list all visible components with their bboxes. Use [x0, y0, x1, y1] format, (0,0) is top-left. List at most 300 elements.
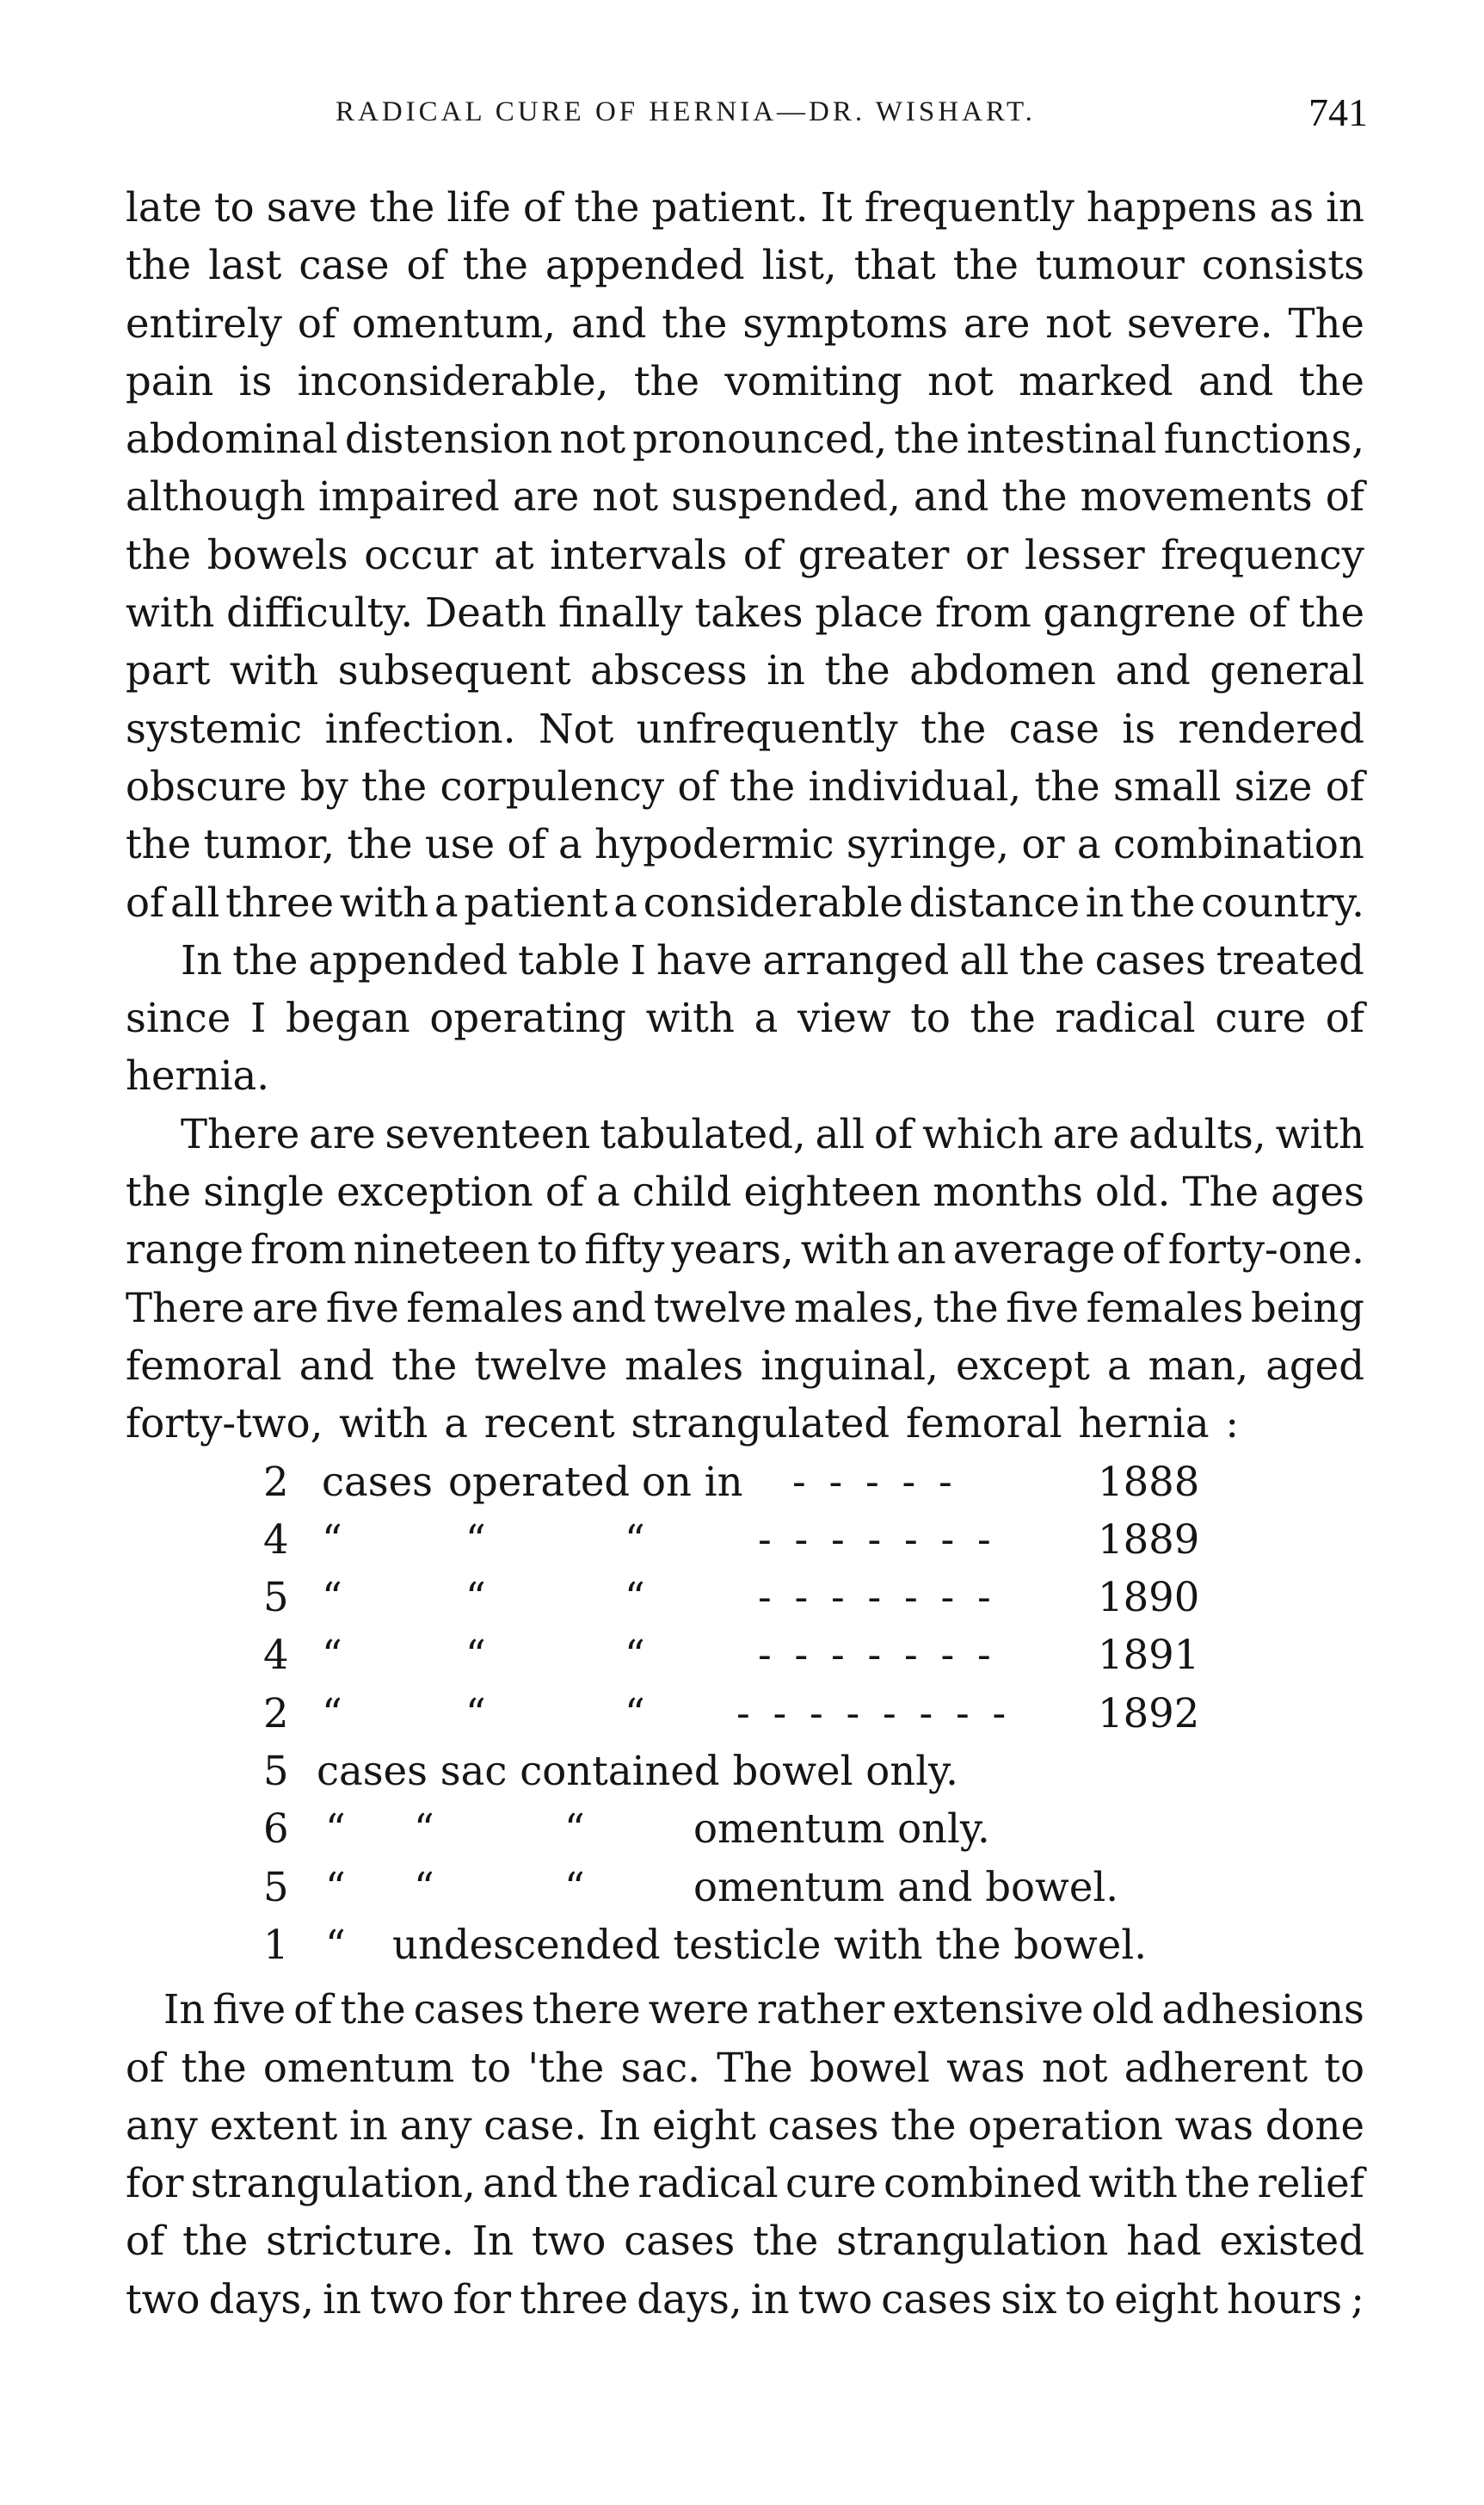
paragraph: [126, 179, 1364, 932]
word: greater: [797, 531, 950, 578]
word: at: [494, 531, 534, 578]
word: strangulation: [836, 2218, 1109, 2265]
leader-dashes: - - - - - - -: [758, 1632, 996, 1679]
ditto-mark: “: [465, 1689, 486, 1737]
text-line: forty-two, with a recent strangulated femoral hernia :: [126, 1400, 1240, 1447]
text-line: [126, 1337, 1364, 1395]
word: functions,: [1163, 416, 1364, 463]
word: to: [1324, 2044, 1364, 2091]
word: unfrequently: [636, 705, 898, 752]
word: the: [633, 357, 699, 404]
word: were: [648, 1986, 749, 2033]
word: two: [126, 2275, 200, 2323]
word: of: [1122, 1226, 1161, 1274]
case-count: 4: [263, 1515, 289, 1563]
word: had: [1126, 2218, 1202, 2265]
word: to: [537, 1226, 578, 1274]
case-count: 4: [263, 1632, 289, 1679]
word: have: [656, 936, 753, 984]
word: In: [598, 2101, 641, 2149]
word: the: [182, 2218, 249, 2265]
word: are: [309, 1110, 376, 1157]
word: subsequent: [337, 647, 571, 694]
word: the: [1034, 762, 1100, 810]
word: happens: [1086, 184, 1258, 231]
year: 1890: [1098, 1574, 1200, 1621]
word: of: [507, 821, 546, 868]
word: days,: [637, 2275, 742, 2323]
word: all: [815, 1110, 865, 1157]
word: a: [754, 995, 779, 1042]
word: and: [1115, 647, 1191, 694]
word: any: [126, 2101, 198, 2149]
word: hours: [1227, 2275, 1343, 2323]
word: abscess: [590, 647, 748, 694]
word: syringe,: [846, 821, 1010, 868]
word: the: [824, 647, 890, 694]
word: use: [424, 821, 496, 868]
word: last: [208, 242, 282, 289]
word: all: [169, 879, 220, 926]
word: the: [369, 184, 435, 231]
word: with: [1088, 2160, 1178, 2207]
word: the: [894, 416, 960, 463]
word: Death: [424, 589, 547, 637]
word: eight: [1114, 2275, 1219, 2323]
word: not: [592, 473, 659, 521]
word: for: [126, 2160, 184, 2207]
word: intestinal: [966, 416, 1157, 463]
word: combined: [884, 2160, 1082, 2207]
word: with: [229, 647, 319, 694]
word: the: [232, 936, 299, 984]
table-row: [126, 1685, 1364, 1743]
word: 'the: [527, 2044, 605, 2091]
operations-table: [126, 1453, 1364, 1743]
word: impaired: [317, 473, 500, 521]
word: for: [453, 2275, 512, 2323]
word: except: [956, 1342, 1090, 1389]
running-head: RADICAL CURE OF HERNIA—DR. WISHART.: [336, 96, 1036, 127]
ditto-mark: “: [322, 1632, 342, 1679]
word: adherent: [1124, 2044, 1309, 2091]
word: to: [1065, 2275, 1106, 2323]
word: existed: [1219, 2218, 1364, 2265]
word: radical: [1055, 995, 1196, 1042]
text-line: [126, 584, 1364, 642]
case-count: 5: [263, 1748, 289, 1795]
word: I: [249, 995, 267, 1042]
word: occur: [364, 531, 478, 578]
text-line: [126, 237, 1364, 294]
text-line: hernia.: [126, 1052, 270, 1100]
word: old: [1091, 1986, 1155, 2033]
word: aged: [1265, 1342, 1364, 1389]
word: not: [559, 416, 626, 463]
word: not: [1045, 299, 1111, 347]
word: an: [896, 1226, 946, 1274]
word: as: [1269, 184, 1315, 231]
leader-dashes: - - - - - - -: [758, 1515, 996, 1563]
word: days,: [208, 2275, 314, 2323]
word: and: [913, 473, 989, 521]
word: combination: [1112, 821, 1364, 868]
word: bowels: [206, 531, 348, 578]
table-cell: operated: [448, 1458, 631, 1505]
word: are: [963, 299, 1031, 347]
word: cure: [1215, 995, 1307, 1042]
word: country.: [1201, 879, 1364, 926]
word: of: [406, 242, 446, 289]
word: a: [613, 879, 637, 926]
word: the: [952, 242, 1019, 289]
word: of: [742, 531, 783, 578]
word: cases: [413, 1986, 525, 2033]
page-header: [336, 90, 1368, 148]
text-line: [126, 179, 1364, 237]
text-line: [126, 1981, 1364, 2039]
word: abdominal: [126, 416, 338, 463]
table-row: [126, 1743, 1364, 1800]
word: frequently: [864, 184, 1075, 231]
word: which: [922, 1110, 1044, 1157]
word: three: [520, 2275, 629, 2323]
text-line: [126, 295, 1364, 353]
word: three: [225, 879, 335, 926]
table-cell: undescended testicle with the bowel.: [392, 1921, 1147, 1968]
word: nineteen: [353, 1226, 531, 1274]
text-line: [126, 2212, 1364, 2270]
word: vomiting: [724, 357, 902, 404]
word: individual,: [808, 762, 1022, 810]
word: of: [297, 299, 337, 347]
word: is: [1122, 705, 1156, 752]
word: tumour: [1035, 242, 1185, 289]
text-line: [126, 874, 1364, 932]
leader-dashes: - - - - - - -: [758, 1574, 996, 1621]
word: of: [874, 1110, 914, 1157]
word: six: [1001, 2275, 1057, 2323]
table-row: [126, 1569, 1364, 1626]
word: the: [126, 1169, 192, 1216]
word: abdomen: [909, 647, 1096, 694]
word: infection.: [324, 705, 516, 752]
word: months: [933, 1169, 1083, 1216]
word: late: [126, 184, 202, 231]
word: The: [717, 2044, 793, 2091]
word: case: [299, 242, 390, 289]
word: distance: [908, 879, 1080, 926]
word: the: [391, 1342, 458, 1389]
word: hypodermic: [594, 821, 834, 868]
word: and: [483, 2160, 558, 2207]
ditto-mark: “: [325, 1863, 346, 1910]
word: pronounced,: [632, 416, 888, 463]
word: cases: [767, 2101, 879, 2149]
word: a: [434, 879, 459, 926]
text-line: [126, 932, 1364, 990]
word: the: [1298, 589, 1364, 637]
word: females: [1086, 1284, 1244, 1331]
word: intervals: [550, 531, 728, 578]
word: any: [399, 2101, 472, 2149]
word: adhesions: [1161, 1986, 1364, 2033]
word: a: [1106, 1342, 1131, 1389]
ditto-mark: “: [325, 1805, 346, 1853]
word: patient: [464, 879, 608, 926]
word: relief: [1257, 2160, 1364, 2207]
word: by: [299, 762, 348, 810]
text-line: [126, 2039, 1364, 2097]
word: tabulated,: [600, 1110, 806, 1157]
word: exception: [336, 1169, 533, 1216]
word: being: [1251, 1284, 1364, 1331]
word: and: [299, 1342, 375, 1389]
word: entirely: [126, 299, 282, 347]
word: the: [933, 1284, 999, 1331]
ditto-mark: “: [322, 1574, 342, 1621]
word: severe.: [1126, 299, 1273, 347]
text-line: [126, 1163, 1364, 1221]
word: average: [952, 1226, 1116, 1274]
word: difficulty.: [226, 589, 414, 637]
word: are: [1052, 1110, 1120, 1157]
word: pain: [126, 357, 214, 404]
ditto-mark: “: [625, 1515, 645, 1563]
leader-dashes: - - - - - - - -: [736, 1689, 1012, 1737]
word: done: [1265, 2101, 1364, 2149]
word: to: [213, 184, 255, 231]
word: The: [1288, 299, 1364, 347]
word: a: [557, 821, 582, 868]
word: five: [325, 1284, 399, 1331]
word: appended: [308, 936, 508, 984]
paragraph: [126, 1106, 1364, 1453]
word: that: [853, 242, 936, 289]
word: five: [212, 1986, 286, 2033]
word: the: [1001, 473, 1068, 521]
word: man,: [1148, 1342, 1249, 1389]
word: gangrene: [1043, 589, 1236, 637]
word: was: [946, 2044, 1025, 2091]
table-row: [126, 1916, 1364, 1974]
word: the: [1185, 2160, 1251, 2207]
word: of: [522, 184, 563, 231]
ditto-mark: “: [465, 1574, 486, 1621]
word: and: [570, 1284, 647, 1331]
word: distension: [344, 416, 553, 463]
word: twelve: [653, 1284, 787, 1331]
word: although: [126, 473, 305, 521]
word: with: [645, 995, 735, 1042]
word: arranged: [762, 936, 950, 984]
word: ages: [1271, 1169, 1364, 1216]
text-line: [126, 468, 1364, 526]
word: in: [750, 2275, 790, 2323]
word: inconsiderable,: [297, 357, 609, 404]
word: the: [921, 705, 987, 752]
word: the: [753, 2218, 819, 2265]
word: finally: [558, 589, 683, 637]
word: of: [126, 2044, 165, 2091]
body-text: [126, 179, 1364, 2329]
text-line: [126, 410, 1364, 468]
word: males: [625, 1342, 744, 1389]
word: all: [959, 936, 1009, 984]
paragraph: [126, 1981, 1364, 2329]
word: corpulency: [440, 762, 665, 810]
word: In: [163, 1986, 206, 2033]
word: cases: [624, 2218, 736, 2265]
word: In: [181, 936, 223, 984]
word: are: [512, 473, 580, 521]
year: 1891: [1098, 1632, 1200, 1679]
text-line: [126, 1280, 1364, 1337]
word: in: [349, 2101, 388, 2149]
table-row: [126, 1453, 1364, 1511]
word: or: [965, 531, 1009, 578]
case-count: 2: [263, 1458, 289, 1505]
word: cases: [1094, 936, 1206, 984]
table-cell: omentum only.: [693, 1805, 990, 1853]
word: of: [126, 2218, 165, 2265]
text-line: [126, 1221, 1364, 1279]
word: of: [677, 762, 717, 810]
word: with: [126, 589, 215, 637]
word: child: [631, 1169, 732, 1216]
case-count: 1: [263, 1921, 289, 1968]
word: rather: [756, 1986, 885, 2033]
word: or: [1021, 821, 1065, 868]
word: cure: [785, 2160, 877, 2207]
word: tumor,: [203, 821, 336, 868]
word: males,: [794, 1284, 926, 1331]
ditto-mark: “: [322, 1515, 342, 1563]
word: of: [545, 1169, 585, 1216]
ditto-mark: “: [625, 1632, 645, 1679]
word: the: [126, 242, 192, 289]
word: Not: [538, 705, 614, 752]
word: systemic: [126, 705, 303, 752]
word: a: [1076, 821, 1101, 868]
table-row: [126, 1859, 1364, 1916]
word: small: [1112, 762, 1222, 810]
word: omentum: [262, 2044, 455, 2091]
ditto-mark: “: [414, 1863, 434, 1910]
text-line: [126, 642, 1364, 700]
word: In: [471, 2218, 514, 2265]
word: years,: [671, 1226, 794, 1274]
word: omentum,: [351, 299, 557, 347]
word: the: [730, 762, 796, 810]
word: rendered: [1178, 705, 1364, 752]
word: old.: [1095, 1169, 1171, 1216]
sac-contents-table: [126, 1743, 1364, 1974]
word: symptoms: [742, 299, 948, 347]
word: the: [970, 995, 1036, 1042]
word: a: [596, 1169, 620, 1216]
word: The: [1182, 1169, 1259, 1216]
word: fifty: [584, 1226, 665, 1274]
text-line: [126, 527, 1364, 584]
word: place: [815, 589, 924, 637]
word: two: [531, 2218, 607, 2265]
word: began: [286, 995, 410, 1042]
word: save: [266, 184, 358, 231]
word: single: [203, 1169, 325, 1216]
word: marked: [1019, 357, 1173, 404]
word: of: [1325, 473, 1364, 521]
text-line: [126, 990, 1364, 1047]
word: in: [1326, 184, 1364, 231]
word: are: [251, 1284, 319, 1331]
word: obscure: [126, 762, 287, 810]
case-count: 2: [263, 1689, 289, 1737]
word: with: [800, 1226, 890, 1274]
text-line: [126, 2097, 1364, 2155]
case-count: 5: [263, 1863, 289, 1910]
word: range: [126, 1226, 244, 1274]
text-line: [126, 2271, 1364, 2329]
word: the: [662, 299, 728, 347]
word: takes: [694, 589, 804, 637]
word: It: [820, 184, 853, 231]
word: the: [574, 184, 640, 231]
word: operation: [968, 2101, 1163, 2149]
word: part: [126, 647, 211, 694]
word: there: [532, 1986, 641, 2033]
ditto-mark: “: [564, 1805, 585, 1853]
ditto-mark: “: [414, 1805, 434, 1853]
table-row: [126, 1626, 1364, 1684]
leader-dashes: - - - - -: [792, 1458, 958, 1505]
word: suspended,: [671, 473, 901, 521]
word: frequency: [1161, 531, 1364, 578]
word: extent: [209, 2101, 338, 2149]
text-line: [126, 758, 1364, 816]
text-line: [126, 2155, 1364, 2212]
year: 1889: [1098, 1515, 1200, 1563]
word: bowel: [809, 2044, 930, 2091]
word: of: [1325, 995, 1364, 1042]
word: of: [1247, 589, 1287, 637]
ditto-mark: “: [625, 1689, 645, 1737]
word: not: [1041, 2044, 1108, 2091]
table-row: [126, 1800, 1364, 1858]
table-cell: omentum and bowel.: [693, 1863, 1119, 1910]
word: view: [797, 995, 891, 1042]
table-cell: cases: [322, 1458, 434, 1505]
word: radical: [637, 2160, 779, 2207]
word: cases: [881, 2275, 993, 2323]
text-line: [126, 353, 1364, 410]
word: forty-one.: [1167, 1226, 1364, 1274]
word: five: [1006, 1284, 1080, 1331]
word: the: [347, 821, 413, 868]
word: and: [1198, 357, 1274, 404]
word: since: [126, 995, 231, 1042]
word: is: [238, 357, 273, 404]
ditto-mark: “: [465, 1632, 486, 1679]
word: two: [370, 2275, 445, 2323]
word: patient.: [651, 184, 809, 231]
word: the: [462, 242, 528, 289]
word: femoral: [126, 1342, 282, 1389]
word: in: [323, 2275, 361, 2323]
word: adults,: [1129, 1110, 1266, 1157]
case-count: 5: [263, 1574, 289, 1621]
word: from: [250, 1226, 347, 1274]
